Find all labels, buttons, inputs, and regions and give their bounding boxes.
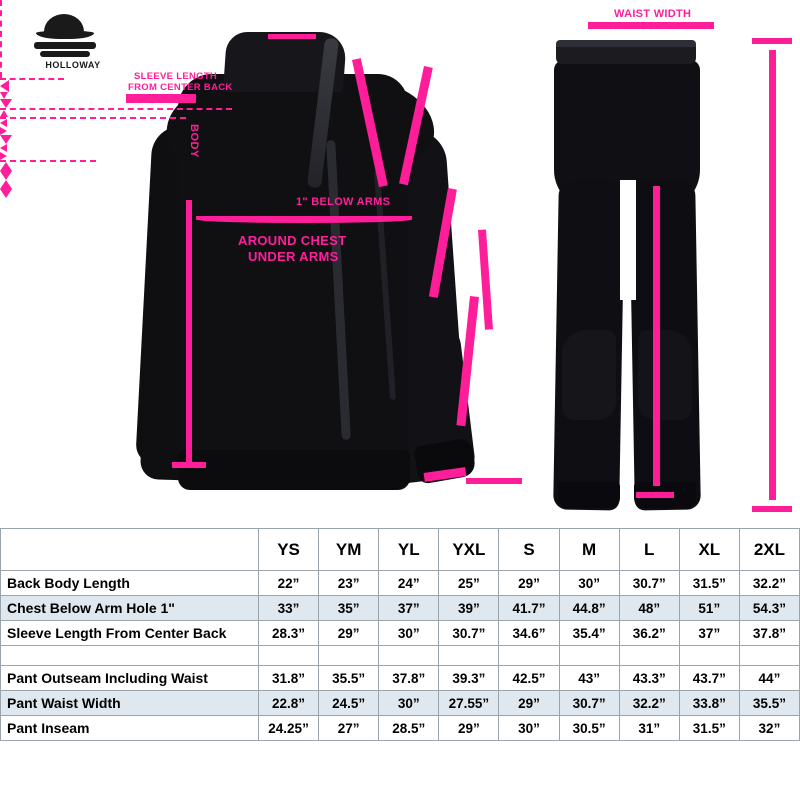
spacer-cell: [679, 646, 739, 666]
cell: 27”: [319, 716, 379, 741]
table-header-row: [1, 529, 800, 571]
inseam-up-arrow: [0, 162, 12, 171]
column-header-s: S: [499, 529, 559, 571]
pants-left-knee: [562, 330, 616, 420]
pants-waistband-top: [556, 40, 696, 47]
column-header-2xl: 2XL: [739, 529, 799, 571]
cell: 33”: [259, 596, 319, 621]
spacer-cell: [499, 646, 559, 666]
outseam-bottom-tick: [752, 506, 792, 512]
cell: 24.25”: [259, 716, 319, 741]
cell: 39”: [439, 596, 499, 621]
around-chest-label-line2: UNDER ARMS: [248, 249, 339, 264]
pants-illustration: [528, 30, 728, 510]
cell: 30.5”: [559, 716, 619, 741]
pants-right-knee: [638, 330, 692, 420]
outseam-up-arrow: [0, 180, 12, 189]
spacer-cell: [319, 646, 379, 666]
outseam-line: [769, 50, 776, 500]
cell: 30.7”: [559, 691, 619, 716]
brand-wordmark: HOLLOWAY: [45, 60, 101, 70]
jacket-illustration: [120, 30, 520, 500]
cell: 34.6”: [499, 621, 559, 646]
jacket-left-shoulder: [163, 83, 260, 162]
cell: 51”: [679, 596, 739, 621]
cell: 39.3”: [439, 666, 499, 691]
spacer-cell: [439, 646, 499, 666]
sleeve-length-label-left-line2: FROM CENTER BACK: [128, 82, 233, 93]
inseam-down-arrow: [0, 171, 12, 180]
inseam-top-dashed-line: [0, 160, 96, 162]
row-label-sleeve-length: Sleeve Length From Center Back: [1, 621, 259, 646]
outseam-top-tick: [752, 38, 792, 44]
cap-brim-shape: [36, 31, 94, 39]
cell: 32.2”: [619, 691, 679, 716]
spacer-cell: [379, 646, 439, 666]
pants-inseam-gap: [620, 180, 636, 300]
center-back-dashed-line: [0, 0, 2, 78]
cell: 43.7”: [679, 666, 739, 691]
column-header-m: M: [559, 529, 619, 571]
sleeve-length-label-left-line1: SLEEVE LENGTH: [134, 71, 218, 82]
column-header-ys: YS: [259, 529, 319, 571]
cell: 35.5”: [319, 666, 379, 691]
cell: 30.7”: [619, 571, 679, 596]
cell: 33.8”: [679, 691, 739, 716]
cell: 37”: [379, 596, 439, 621]
cell: 31.5”: [679, 571, 739, 596]
row-label-pant-outseam: Pant Outseam Including Waist: [1, 666, 259, 691]
waist-width-label: WAIST WIDTH: [614, 8, 692, 20]
cell: 22.8”: [259, 691, 319, 716]
cell: 30”: [379, 691, 439, 716]
cell: 29”: [499, 691, 559, 716]
sleeve-end-arrow: [0, 135, 12, 144]
waist-width-left-arrow: [0, 144, 7, 152]
body-length-bottom-arrow: [0, 99, 12, 108]
cell: 25”: [439, 571, 499, 596]
cell: 35.5”: [739, 691, 799, 716]
cell: 23”: [319, 571, 379, 596]
jacket-hem: [178, 450, 410, 490]
table-row: [1, 716, 800, 741]
row-label-back-body-length: Back Body Length: [1, 571, 259, 596]
cell: 54.3”: [739, 596, 799, 621]
cell: 30.7”: [439, 621, 499, 646]
cell: 37.8”: [379, 666, 439, 691]
chest-left-arrow: [0, 119, 7, 127]
table-row: [1, 571, 800, 596]
cell: 24.5”: [319, 691, 379, 716]
neck-point-arrow: [0, 80, 9, 92]
spacer-cell: [739, 646, 799, 666]
row-label-chest-below-arm-hole: Chest Below Arm Hole 1": [1, 596, 259, 621]
table-corner-cell: [1, 529, 259, 571]
cell: 31”: [619, 716, 679, 741]
cell: 37.8”: [739, 621, 799, 646]
below-arms-up-arrow: [0, 110, 8, 117]
pants-right-hem: [634, 482, 696, 508]
chest-right-arrow: [0, 127, 7, 135]
row-label-pant-waist-width: Pant Waist Width: [1, 691, 259, 716]
table-row: [1, 596, 800, 621]
cell: 32”: [739, 716, 799, 741]
outseam-down-arrow: [0, 189, 12, 198]
spacer-cell: [1, 646, 259, 666]
cell: 30”: [499, 716, 559, 741]
cell: 36.2”: [619, 621, 679, 646]
spacer-cell: [619, 646, 679, 666]
cell: 35.4”: [559, 621, 619, 646]
cell: 31.8”: [259, 666, 319, 691]
brand-logo: [18, 12, 128, 74]
spacer-cell: [559, 646, 619, 666]
logo-bar-lower: [40, 51, 90, 57]
row-label-pant-inseam: Pant Inseam: [1, 716, 259, 741]
cell: 48”: [619, 596, 679, 621]
cell: 30”: [559, 571, 619, 596]
cell: 43”: [559, 666, 619, 691]
cell: 41.7”: [499, 596, 559, 621]
table-row: [1, 621, 800, 646]
column-header-ym: YM: [319, 529, 379, 571]
table-row: [1, 666, 800, 691]
cell: 24”: [379, 571, 439, 596]
column-header-xl: XL: [679, 529, 739, 571]
column-header-l: L: [619, 529, 679, 571]
around-chest-label-line1: AROUND CHEST: [238, 233, 347, 248]
cell: 27.55”: [439, 691, 499, 716]
waist-width-right-arrow: [0, 152, 7, 160]
cell: 29”: [439, 716, 499, 741]
column-header-yl: YL: [379, 529, 439, 571]
cell: 44.8”: [559, 596, 619, 621]
size-chart-table: [0, 528, 800, 741]
below-arms-label: 1" BELOW ARMS: [296, 196, 391, 208]
cell: 32.2”: [739, 571, 799, 596]
cell: 37”: [679, 621, 739, 646]
cell: 44”: [739, 666, 799, 691]
cell: 22”: [259, 571, 319, 596]
cell: 31.5”: [679, 716, 739, 741]
cell: 28.5”: [379, 716, 439, 741]
logo-bar-upper: [34, 42, 96, 49]
center-back-down-arrow: [0, 92, 8, 99]
cell: 29”: [499, 571, 559, 596]
cell: 28.3”: [259, 621, 319, 646]
waist-width-line: [588, 22, 714, 29]
cell: 30”: [379, 621, 439, 646]
cell: 42.5”: [499, 666, 559, 691]
spacer-cell: [259, 646, 319, 666]
body-length-label: BODY: [188, 124, 200, 158]
cell: 29”: [319, 621, 379, 646]
table-spacer-row: [1, 646, 800, 666]
pants-left-hem: [558, 482, 620, 508]
neck-point-dashed-line: [0, 78, 64, 80]
cell: 43.3”: [619, 666, 679, 691]
table-row: [1, 691, 800, 716]
cell: 35”: [319, 596, 379, 621]
column-header-yxl: YXL: [439, 529, 499, 571]
